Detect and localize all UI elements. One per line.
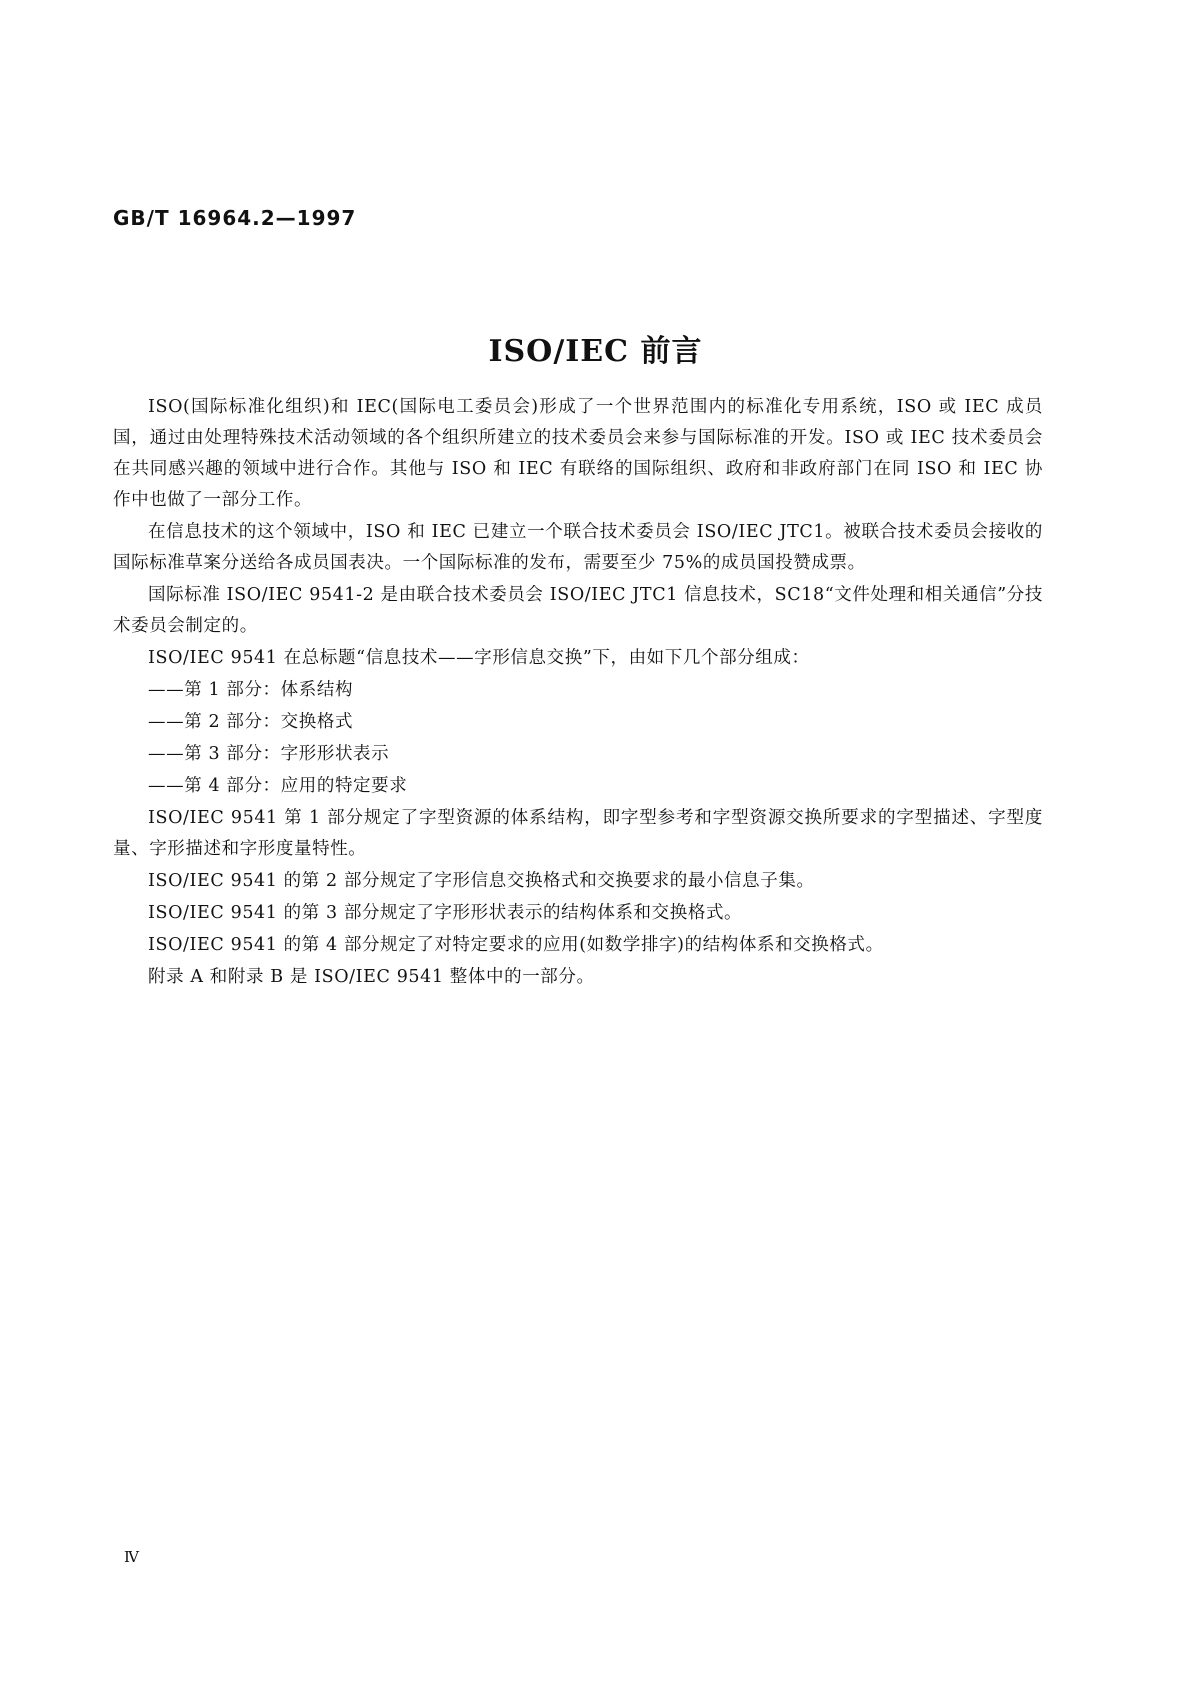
- paragraph-jtc1: 在信息技术的这个领域中，ISO 和 IEC 已建立一个联合技术委员会 ISO/IEC JTC1。被联合技术委员会接收的国际标准草案分送给各成员国表决。一个国际标准的发布，需要至少 75%的成员国投赞成票。: [113, 522, 1043, 573]
- paragraph-iso-iec-system: ISO(国际标准化组织)和 IEC(国际电工委员会)形成了一个世界范围内的标准化专用系统，ISO 或 IEC 成员国，通过由处理特殊技术活动领域的各个组织所建立的技术委员会来参与国际标准的开发。ISO 或 IEC 技术委员会在共同感兴趣的领域中进行合作。其他与 ISO 和 IEC 有联络的国际组织、政府和非政府部门在同 ISO 和 IEC 协作中也做了一部分工作。: [113, 397, 1043, 510]
- list-item-part-1: ——第 1 部分：体系结构: [148, 680, 354, 700]
- paragraph-part-3-desc: ISO/IEC 9541 的第 3 部分规定了字形形状表示的结构体系和交换格式。: [148, 903, 743, 923]
- paragraph-part-1-desc: ISO/IEC 9541 第 1 部分规定了字型资源的体系结构，即字型参考和字型资源交换所要求的字型描述、字型度量、字形描述和字形度量特性。: [113, 808, 1043, 859]
- page-number: Ⅳ: [124, 1548, 139, 1566]
- list-item-part-3: ——第 3 部分：字形形状表示: [148, 744, 390, 764]
- page-title: ISO/IEC 前言: [488, 334, 703, 369]
- paragraph-part-4-desc: ISO/IEC 9541 的第 4 部分规定了对特定要求的应用(如数学排字)的结构体系和交换格式。: [148, 935, 884, 955]
- paragraph-parts-intro: ISO/IEC 9541 在总标题“信息技术——字形信息交换”下，由如下几个部分组成：: [148, 648, 810, 668]
- paragraph-sc18: 国际标准 ISO/IEC 9541-2 是由联合技术委员会 ISO/IEC JTC1 信息技术，SC18“文件处理和相关通信”分技术委员会制定的。: [113, 585, 1043, 636]
- paragraph-annexes: 附录 A 和附录 B 是 ISO/IEC 9541 整体中的一部分。: [148, 967, 595, 987]
- foreword-body: [113, 392, 1043, 994]
- list-item-part-2: ——第 2 部分：交换格式: [148, 712, 354, 732]
- document-code: GB/T 16964.2—1997: [113, 206, 357, 230]
- paragraph-part-2-desc: ISO/IEC 9541 的第 2 部分规定了字形信息交换格式和交换要求的最小信息子集。: [148, 871, 815, 891]
- list-item-part-4: ——第 4 部分：应用的特定要求: [148, 776, 408, 796]
